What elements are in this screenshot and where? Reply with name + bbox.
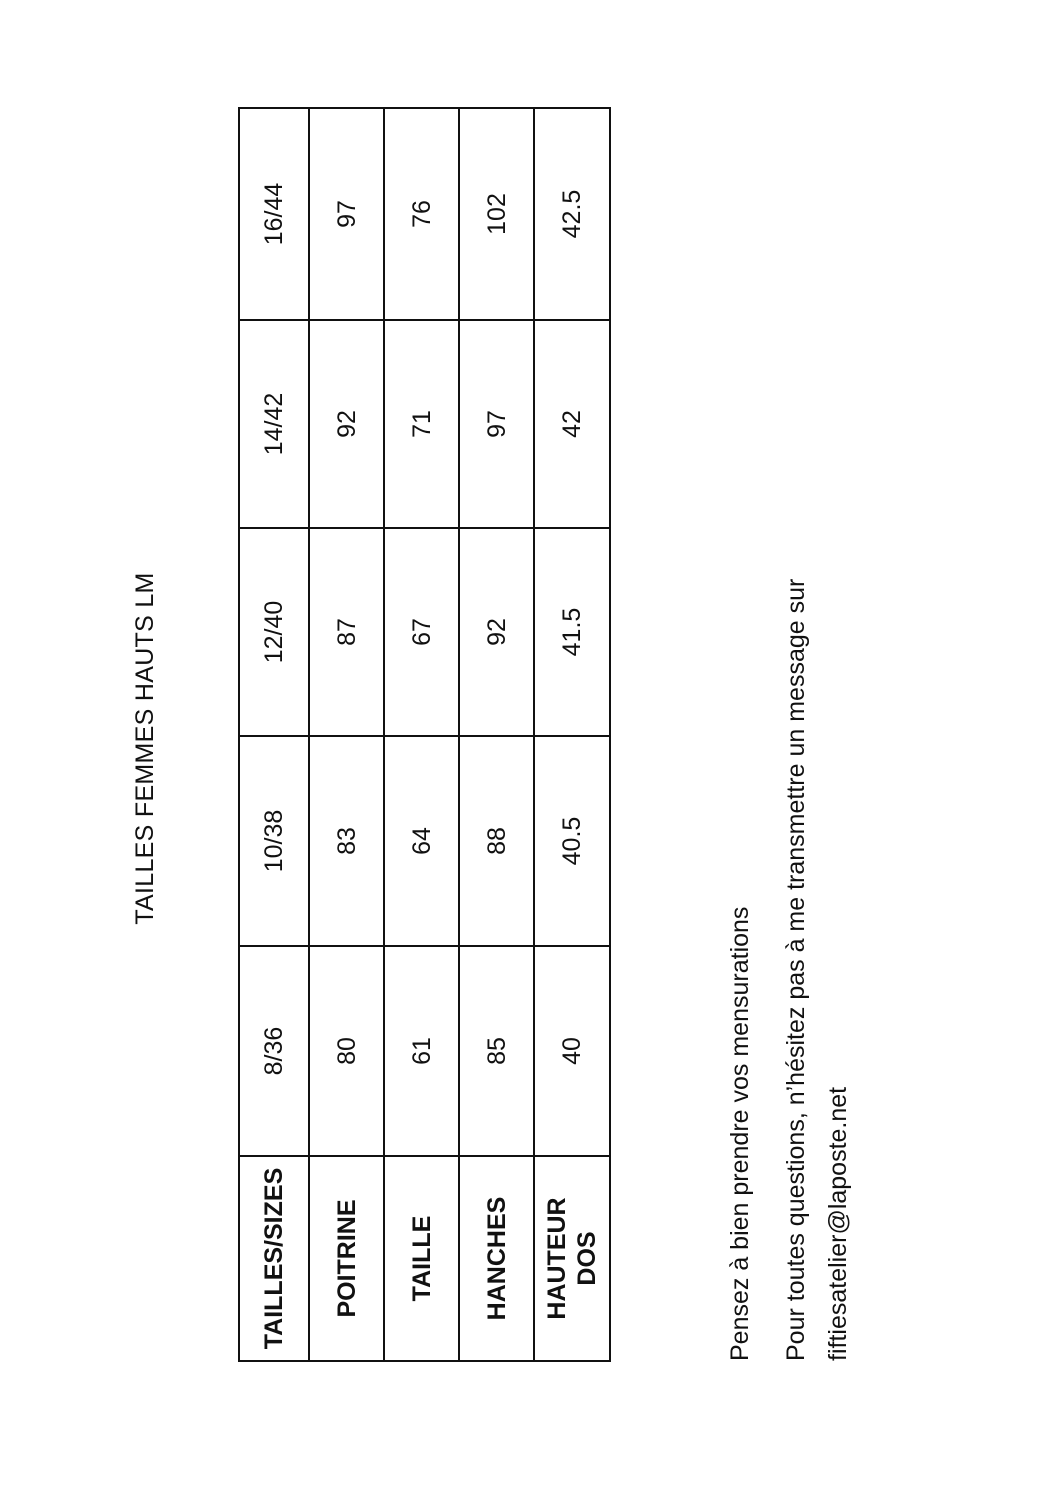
- table-cell: 61: [407, 1037, 436, 1065]
- table-cell: 92: [482, 618, 511, 646]
- table-cell: 76: [407, 200, 436, 228]
- contact-email: fiftiesatelier@laposte.net: [824, 1086, 852, 1361]
- table-cell: 80: [332, 1037, 361, 1065]
- table-cell: 83: [332, 827, 361, 855]
- table-cell: 67: [407, 618, 436, 646]
- header-cell-size: 8/36: [260, 1026, 288, 1076]
- table-cell: 40.5: [558, 816, 586, 866]
- table-cell: 87: [332, 618, 361, 646]
- table-cell: 42: [558, 410, 586, 438]
- table-cell: 42.5: [558, 189, 586, 239]
- table-cell: 40: [558, 1037, 586, 1065]
- header-cell-size: 12/40: [260, 600, 288, 664]
- row-label-poitrine: POITRINE: [332, 1199, 361, 1318]
- table-cell: 97: [482, 410, 511, 438]
- row-label-hanches: HANCHES: [482, 1196, 511, 1321]
- table-cell: 92: [332, 410, 361, 438]
- note-contact: Pour toutes questions, n’hésitez pas à me transmettre un message sur: [782, 578, 810, 1361]
- table-cell: 64: [407, 827, 436, 855]
- table-cell: 41.5: [558, 607, 586, 657]
- header-cell-size: 10/38: [260, 809, 288, 873]
- table-cell: 88: [482, 827, 511, 855]
- note-measurements: Pensez à bien prendre vos mensurations: [726, 906, 754, 1361]
- table-cell: 102: [482, 193, 511, 235]
- table-cell: 71: [407, 410, 436, 438]
- row-label-taille: TAILLE: [407, 1215, 436, 1302]
- header-cell-size: 14/42: [260, 392, 288, 456]
- table-cell: 85: [482, 1037, 511, 1065]
- table-cell: 97: [332, 200, 361, 228]
- header-cell-sizes: TAILLES/SIZES: [260, 1167, 288, 1350]
- page-title: TAILLES FEMMES HAUTS LM: [131, 572, 159, 925]
- header-cell-size: 16/44: [260, 182, 288, 246]
- row-label-hauteur-dos: HAUTEUR DOS: [543, 1197, 601, 1320]
